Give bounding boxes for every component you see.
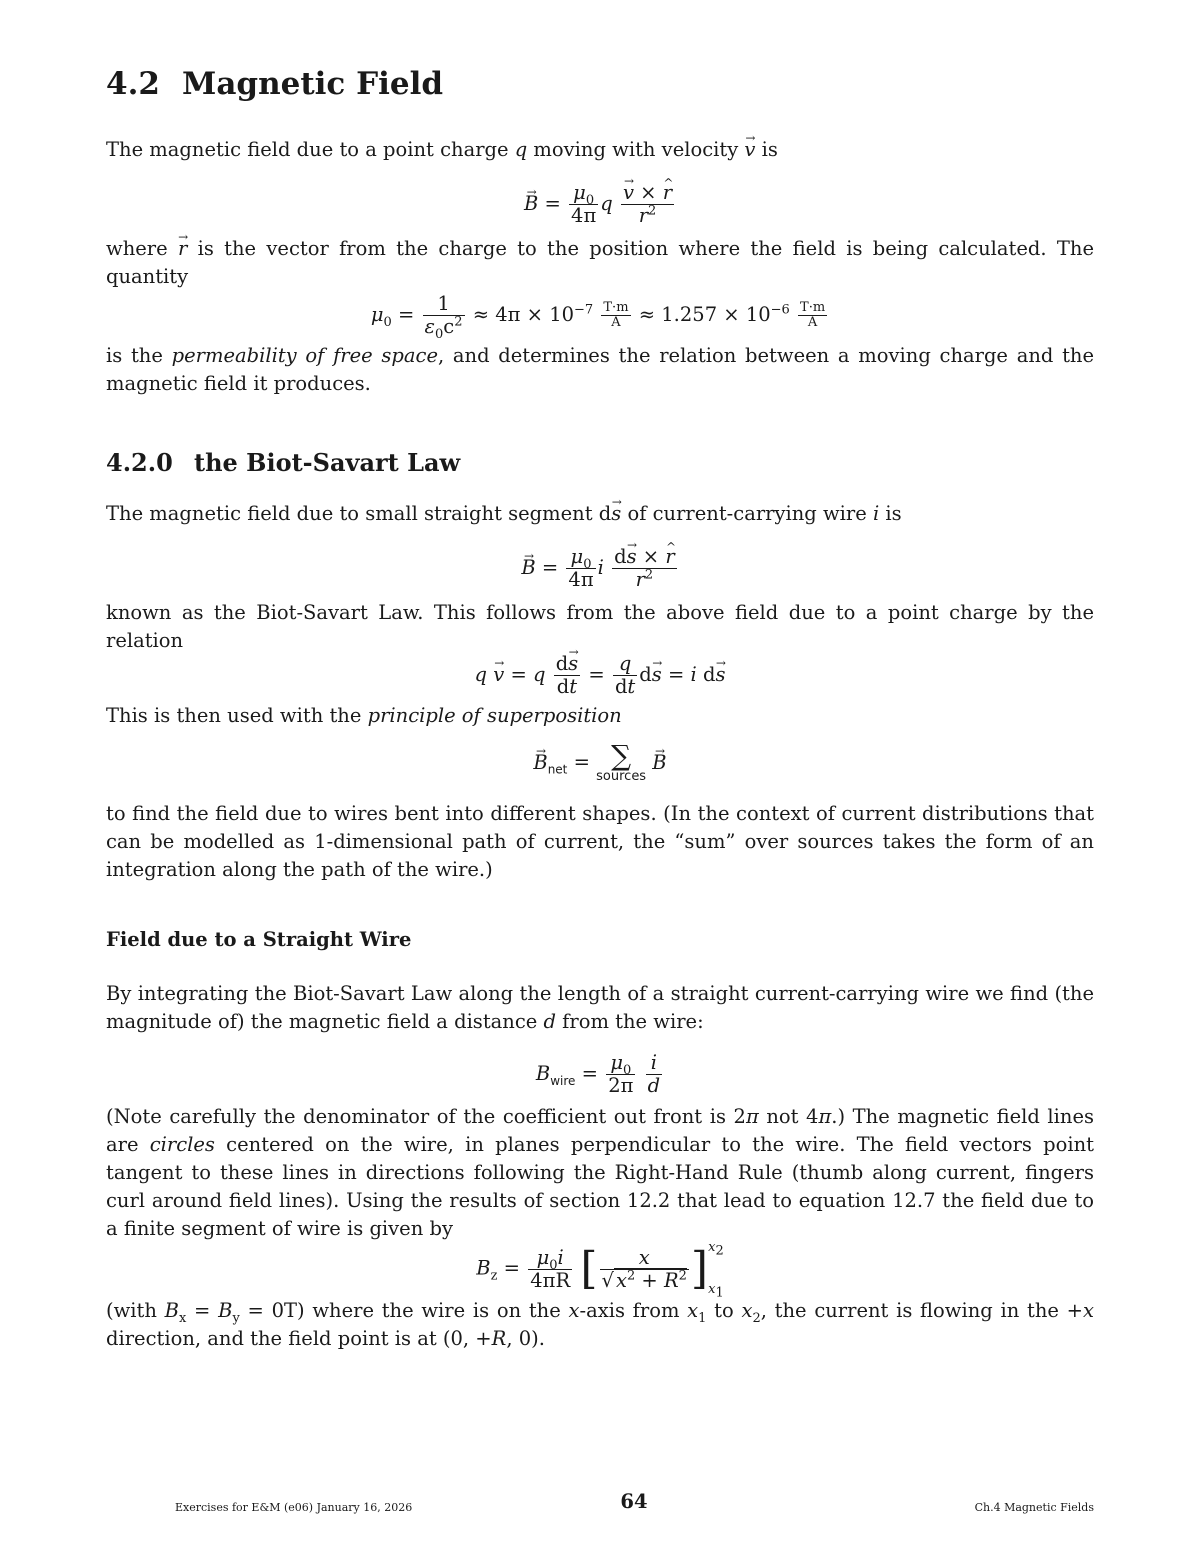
sub: 0 xyxy=(383,314,392,330)
unit-fraction-2: $\frac{T\cdot m}{A}$ xyxy=(800,300,826,330)
section-number: 4.2 xyxy=(106,66,160,102)
paragraph-wire-shapes: to find the field due to wires bent into different shapes. (In the context of current distributions that can be modelled as 1-dimensional path of current, the “sum” over sources takes the form of an integration along the path of the wire.) xyxy=(106,802,1094,881)
paragraph-with-bx-by: (with $B_x = B_y = 0T$) where the wire is on the x-axis from $x_1$ to $x_2$, the current is flowing in the +x direction, and the field point is at (0, +R, 0). xyxy=(106,1299,1094,1350)
fraction-mu0i-4piR: $\frac{\mu_0i}{4\pi R}$ xyxy=(530,1245,571,1292)
paragraph-straight-wire xyxy=(106,980,1094,1036)
text: of current-carrying wire xyxy=(621,502,873,525)
text: The magnetic field due to small straight segment d xyxy=(106,502,612,525)
subsection-heading xyxy=(106,446,1094,480)
vec-B: → B xyxy=(533,749,547,777)
var-q: q xyxy=(600,192,613,215)
exp-2: −6 xyxy=(770,302,790,318)
vec-B: → B xyxy=(652,749,666,777)
mu: μ xyxy=(370,303,384,326)
text: moving with velocity xyxy=(527,138,745,161)
fraction-q-dt: $\frac{q}{dt}$ xyxy=(614,652,636,698)
vec-s: → s xyxy=(611,500,621,528)
var-i: i xyxy=(872,502,880,525)
right-bracket: ] xyxy=(690,1243,709,1294)
emphasis: circles xyxy=(149,1133,215,1156)
left-bracket: [ xyxy=(580,1243,598,1294)
var-q: q xyxy=(514,138,528,161)
fraction-i-d: $\frac{i}{d}$ xyxy=(647,1051,661,1097)
fraction-1-eps0c2: $\frac{1}{\varepsilon_0c^2}$ xyxy=(424,292,463,342)
paragraph-known-as: known as the Biot-Savart Law. This follows from the above field due to a point charge by the relation xyxy=(106,601,1094,652)
subsection-number: 4.2.0 xyxy=(106,448,173,477)
var-i: i xyxy=(597,556,604,579)
paragraph-segment xyxy=(106,500,1094,528)
equation-finite-segment: $B_z$ = $\frac{\mu_0i}{4\pi R}$ [ $\frac{x}{√ x^2 + R^2}$ ] $x_2$ $x_1$ xyxy=(476,1240,724,1301)
emphasis: permeability of free space xyxy=(171,344,438,367)
fraction-x-sqrt: $\frac{x}{√ x^2 + R^2}$ xyxy=(601,1245,687,1292)
sub: 0 xyxy=(435,326,444,342)
text: , and determines the relation between a moving charge and the magnetic field it produces. xyxy=(106,344,1095,395)
fraction-vxr-r2: → $\frac{v \times \^{} r}{r^2}$ xyxy=(621,182,674,227)
fraction-mu0-2pi: $\frac{\mu_0}{2\pi}$ xyxy=(608,1051,634,1097)
equation-wire-field: $B_{wire}$ = $\frac{\mu_0}{2\pi}$ $\frac{i}{d}$ xyxy=(535,1051,661,1097)
vec-r: → r xyxy=(178,235,187,263)
mu: μ xyxy=(573,181,586,204)
equation-biot-savart: → B = $\frac{\mu_0}{4\pi}$ i $\frac{d\to s \times \^{} r}{r^2}$ xyxy=(106,546,1094,591)
fraction-mu0-4pi: $\frac{\mu_0}{4\pi}$ xyxy=(568,545,594,591)
equation-permeability: $\mu_0$ = $\frac{1}{\varepsilon_0c^2}$ ≈ $4\pi \times 10^{-7}$ $\frac{T\cdot m}{A}$ ≈ $1.257 \times 10^{-6}$ $\frac{T\cdot m}{A}$ xyxy=(370,292,826,342)
var-d: d xyxy=(543,1010,556,1033)
r: r xyxy=(638,204,649,227)
approx-1: ≈ 4π × 10 xyxy=(472,303,575,326)
text: is the xyxy=(106,344,172,367)
approx-2: ≈ 1.257 × 10 xyxy=(638,303,771,326)
paragraph-superposition xyxy=(106,702,1094,730)
vec-B: → B xyxy=(524,190,538,218)
section-heading xyxy=(106,60,1094,112)
equation-relation: q → v = q $\frac{d\to s}{dt}$ = $\frac{q}{dt}$ d→ s = i d→ s xyxy=(106,653,1094,698)
paragraph-permeability xyxy=(106,342,1094,398)
subsubsection-heading: Field due to a Straight Wire xyxy=(106,928,412,951)
den: 4π xyxy=(571,204,597,227)
sum-over-sources: ∑ sources xyxy=(596,739,647,784)
unit-fraction-1: $\frac{T\cdot m}{A}$ xyxy=(603,300,629,330)
text: By integrating the Biot-Savart Law along the length of a straight current-carrying wire we find (the magnitude of) the magnetic field a distance xyxy=(106,982,1094,1033)
equals: = xyxy=(573,750,590,774)
paragraph-vector-r xyxy=(106,235,1094,291)
evaluation-limits: $x_2$ $x_1$ xyxy=(708,1240,724,1301)
sub-net: net xyxy=(547,762,568,777)
sup: 2 xyxy=(648,203,657,219)
vec-v: → v xyxy=(744,136,755,164)
fraction-dsxr-r2: $\frac{d\to s \times \^{} r}{r^2}$ xyxy=(612,546,677,591)
sub: 0 xyxy=(585,192,595,208)
c: c xyxy=(443,315,455,338)
text: where xyxy=(106,237,178,260)
exp-1: −7 xyxy=(574,302,594,318)
text: is xyxy=(879,502,902,525)
equation-superposition xyxy=(106,739,1094,784)
page-footer xyxy=(0,1488,1200,1512)
paragraph-field-lines: (Note carefully the denominator of the coefficient out front is 2π not 4π.) The magnetic field lines are circles centered on the wire, in planes perpendicular to the wire. The field vectors point tangent to these lines in directions following the Right-Hand Rule (thumb along current, fingers curl around field lines). Using the results of section 12.2 that lead to equation 12.7 the field due to a finite segment of wire is given by xyxy=(106,1105,1094,1240)
subsection-title: the Biot-Savart Law xyxy=(194,448,461,477)
vec-B: → B xyxy=(521,554,535,582)
fraction-ds-dt: $\frac{d\to s}{dt}$ xyxy=(554,653,581,698)
text: is the vector from the charge to the position where the field is being calculated. The quantity xyxy=(106,237,1094,288)
fraction-mu0-4pi xyxy=(569,182,598,227)
text: from the wire: xyxy=(555,1010,704,1033)
equation-point-charge-field: → B = $\frac{\mu_0}{4\pi}$ q → $\frac{v \times \^{} r}{r^2}$ xyxy=(106,182,1094,227)
text: is xyxy=(755,138,778,161)
footer-left: Exercises for E&M (e06) January 16, 2026 xyxy=(175,1501,413,1514)
text: This is then used with the xyxy=(106,704,368,727)
page-number: 64 xyxy=(620,1490,648,1513)
paragraph-point-charge xyxy=(106,136,1094,164)
text: The magnetic field due to a point charge xyxy=(106,138,515,161)
page-content xyxy=(106,60,1094,1353)
section-title: Magnetic Field xyxy=(182,66,444,102)
sup: 2 xyxy=(454,314,463,330)
epsilon: ε xyxy=(424,315,436,338)
footer-right: Ch.4 Magnetic Fields xyxy=(974,1501,1094,1514)
emphasis: principle of superposition xyxy=(367,704,622,727)
